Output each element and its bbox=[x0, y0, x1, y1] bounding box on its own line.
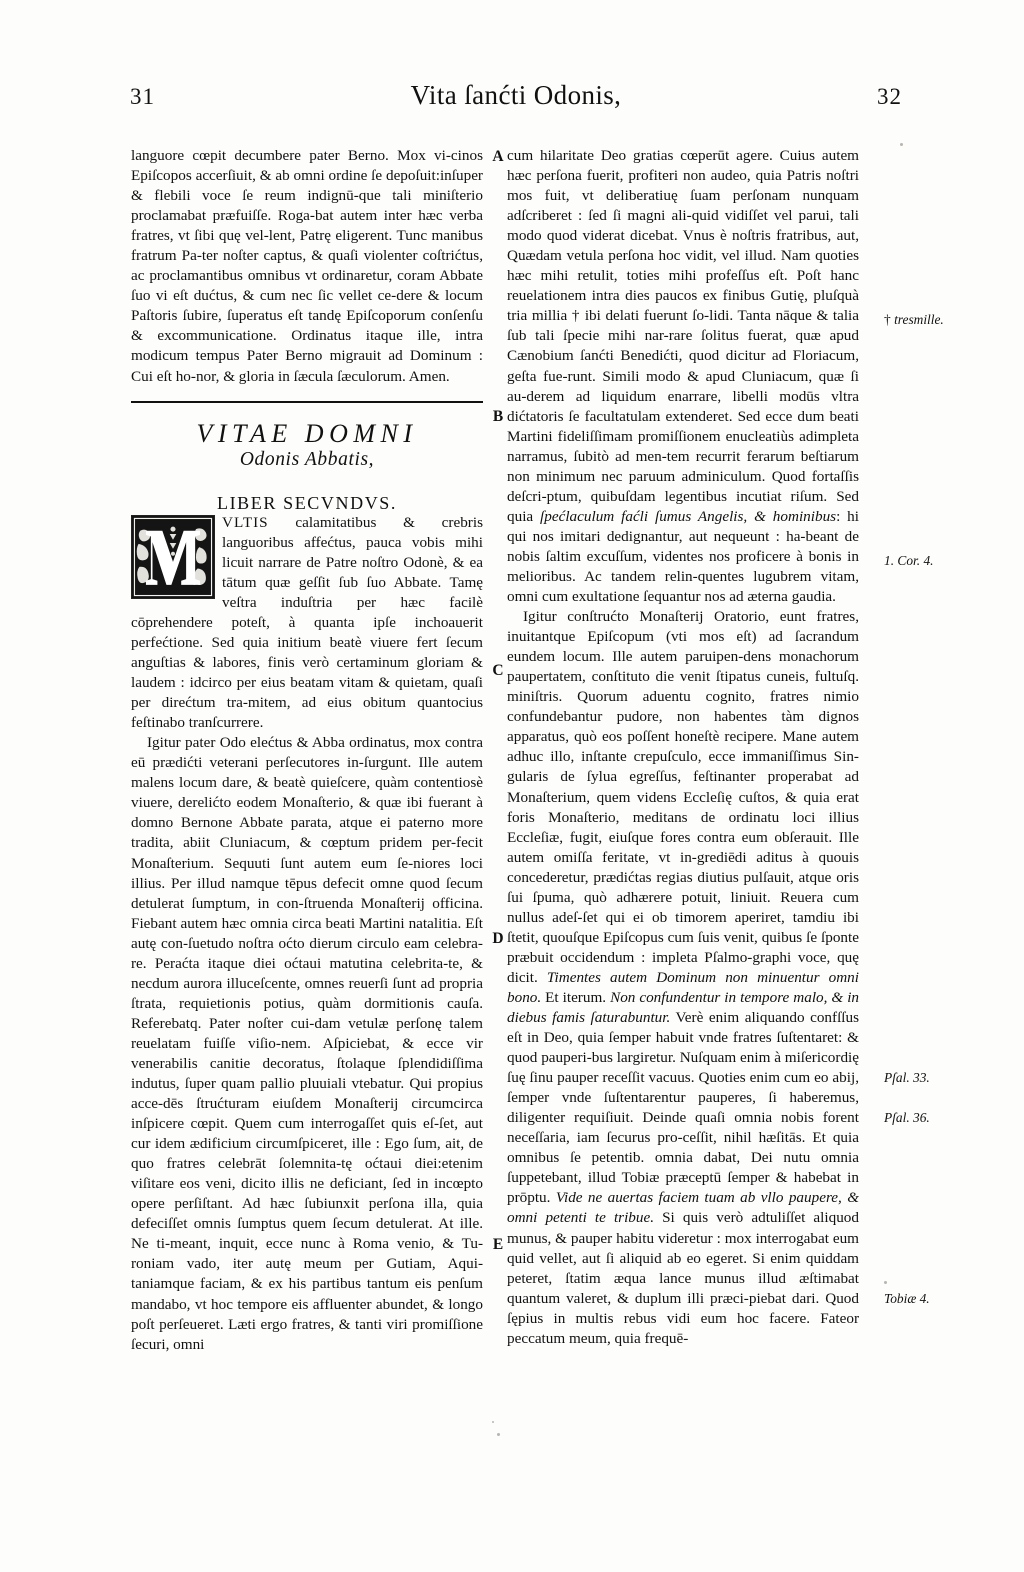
paragraph-text-cont: qui nos imitari dedignantur, aut nequeunt : ha-beant de nobis ſaltim excuſſum, videntes nos proficere à bonis in melioribus. Ac tandem relin-quentes lugubrem vitam, omni cum exultatione ſequantur nos ad æterna gaudia. bbox=[507, 527, 859, 606]
margin-note-psal-33: Pſal. 33. bbox=[884, 1070, 930, 1085]
quote-tail: Verè bbox=[675, 1009, 704, 1027]
book-heading: LIBER SECVNDVS. bbox=[216, 492, 397, 513]
scripture-cue: Vide bbox=[555, 1189, 583, 1207]
scan-speck bbox=[900, 143, 903, 146]
running-head bbox=[130, 80, 902, 122]
scan-speck bbox=[492, 1421, 494, 1423]
gutter-mark-a: A bbox=[492, 148, 504, 165]
dagger-icon: † bbox=[884, 312, 891, 327]
right-text-column bbox=[507, 146, 859, 1349]
scripture-quote: ne auertas faciem tuam ab vllo paupere, & omni petenti te tribue. bbox=[507, 1189, 860, 1227]
quote-connector: Et iterum. bbox=[545, 988, 607, 1006]
opening-smallcaps: VLTIS bbox=[222, 513, 269, 531]
work-title: VITAE DOMNI bbox=[196, 418, 418, 448]
margin-note-cor: 1. Cor. 4. bbox=[884, 553, 934, 568]
opening-paragraph bbox=[131, 513, 483, 734]
gutter-mark-c: C bbox=[492, 662, 504, 679]
work-subtitle: Odonis Abbatis, bbox=[239, 448, 375, 470]
scan-speck bbox=[497, 1433, 500, 1436]
paragraph-text-cont: enim aliquando confſſus eſt in Deo, quia ſemper habuit vnde fratres ſuſtentaret: & quod pauperi-bus largiretur. Nuſquam enim à miſericordię ſuę ſinu pauper receſſit vacuus. Quoties enim cum eo abij, ſemper vnde ſuſtentarentur pauperes, ſi haberemus, diligenter requiſiuit. Deinde quaſi omnia nobis forent neceſſaria, iam ſecurus pro-ceſſit, nihil hæſitās. Et quia omnibus ſe petentib. omnia dabat, Dei nutu omnia ſuppetebant, illud Tobiæ præceptū ſemper & habebat in prōptu. bbox=[507, 1009, 860, 1207]
gutter-mark-b: B bbox=[492, 408, 504, 425]
margin-note-tresmille bbox=[884, 312, 1016, 328]
scripture-quote: Timentes autem Dominum non minuentur omni bono. bbox=[507, 968, 859, 1006]
gutter-mark-e: E bbox=[492, 1236, 504, 1253]
scripture-quote: Non confundentur in tempore malo, & in diebus famis ſaturabuntur. bbox=[507, 988, 860, 1027]
paragraph-text: cum hilaritate Deo gratias cœperūt agere. Cuius autem hæc perſona fuerit, profiteri non audeo, quia Patris noſtri mos fuit, vt deliberatiuę ſuam perſonam nunquam adſcriberet : ſed ſi magni ali-quid vidiſſet vel parui, tali modo quod viderat dicebat. Vnus è noſtris fratribus, aut, Quædam vetula perſona hoc vidit, vel illud. Nam quoties hæc mihi retulit, toties mihi profeſſus eſt. Poſt hanc reuelationem intra dies paucos ex finibus Gutię, pluſquà tria millia † ibi delati fuerunt ſo-lidi. Tanta nāque & talia ſub tali ſpecie mihi nar-rare ſolitus fuerat, quæ apud Cænobium ſanćti Benedićti, quod dicitur ad Floriacum, geſta fue-runt. Simili modo & apud Cluniacum, quæ ſi au-derem ad liquidum enarrare, libelli modūs vltra dićtatoris ſe facultatulam extenderet. Sed ecce dum beati Martini fideliſſimam promiſſionem enucleatiùs adimpleta narramus, ſubitò ad men-tem recurrit ferarum beſtiarum non minimum nec paruum adminiculum. Quod fortaſſis deſcri-ptum, quibuſdam legentibus incutiat riſum. Sed quia bbox=[507, 147, 859, 525]
page-title: Vita ſanćti Odonis, bbox=[410, 80, 622, 110]
folio-number-right: 32 bbox=[877, 84, 902, 109]
left-text-column bbox=[131, 146, 483, 1355]
paragraph bbox=[507, 146, 859, 607]
section-divider-rule bbox=[131, 401, 483, 403]
paragraph: languore cœpit decumbere pater Berno. Mox vi-cinos Epiſcopos accerſiuit, & ab omni ordine ſe depoſuit:inſuper & flebili voce ſe reum indignū-que tali miniſterio proclamabat præfuiſſe. Roga-bat autem inter hæc verba fratres, vt ſibi quę vel-lent, Patrę eligerent. Tunc manibus fratrum Pa-ter noſter captus, & quaſi violenter coſtrićtus, ac proclamantibus omnibus vt ordinaretur, coram Abbate ſuo vi eſt dućtus, & cum nec ſic vellet ce-dere & locum Paſtoris ſubire, ſuperatus eſt tandę Epiſcoporum conſenſu & excommunicatione. Ordinatus itaque ille, intra modicum tempus Pater Berno migrauit ad Dominum : Cui eſt ho-nor, & gloria in ſæcula ſæculorum. Amen. bbox=[131, 147, 483, 385]
margin-note-psal-36: Pſal. 36. bbox=[884, 1110, 930, 1125]
paragraph: Igitur pater Odo elećtus & Abba ordinatus, mox contra eū prædićti veterani perſecutores in-ſurgunt. Ille autem malens locum dare, & beatè quieſcere, quàm contentiosè viuere, derelićto eodem Monaſterio, & quæ ibi fuerant à domno Bernone Abbate parata, atque ei paterno more tradita, abiit Cluniacum, & cœptum pridem per-fecit Monaſterium. Sequuti ſunt autem eum ſe-niores loci illius. Per illud namque tēpus defecit omne quod ſecum detulerat ſumptum, in con-ſtruenda Monaſterij officina. Fiebant autem hæc omnia circa beati Martini natalitia. Eſt autę con-ſuetudo noſtra oćto dierum circulo eam celebra-re. Peraćta itaque diei oćtaui matutina celebrita-te, & necdum aurora illuceſcente, omnes reuerſi ſunt ad propria ſtrata, requietionis potius, quàm dormitionis cauſa. Referebatq. Pater noſter cui-dam vetulæ perſonę talem reuelatam fuiſſe viſio-nem. Aſpiciebat, & ecce vir venerabilis canitie decoratus, ſtolaque ſplendidiſſima indutus, ſuper quam pallio pluuiali vtebatur. Qui propius acce-dēs ſtrućturam eiuſdem Monaſterij circumcirca inſpicere cœpit. Quem cum interrogaſſet quis eſ-ſet, aut cur idem ædificium circumſpiceret, ille : Ego ſum, ait, de quo fratres celebrāt ſolemnita-tę oćtaui diei:etenim viſitare eos veni, dicito illis ne deficiant, ſed in incœpto opere perſiſtant. Ad hæc ſubiunxit perſona illa, quia defeciſſet omnis ſumptus quem ſecum detulerat. At ille. Ne ti-meant, inquit, ecce nunc à Roma venio, & Tu-roniam vado, iter autę meum per Gutiam, Aqui-taniamque faciam, & ex his partibus tantum eis penſum mandabo, vt hoc tempore eis affluenter abundet, & longo poſt perſeueret. Læti ergo fratres, & tanti viri promiſſione ſecuri, omni bbox=[131, 734, 483, 1353]
opening-body-text: calamitatibus & crebris languoribus affećtus, pauca vobis mihi licuit narrare de Patre noſtro Odonè, & ea tātum quæ geſſit ſub ſuo Abbate. Tamę veſtra induſtria per hæc facilè cōprehendere poteſt, à quanta ipſe inchoauerit perfećtione. Sed quia initium beatè viuere fert ſecum anguſtias & labores, finis verò certaminum gloriam & laudem : idcirco per eius beatam vitam & quietam, quaſi per direćtum tra-mitem, ad eius obitum quantocius feſtinabo tranſcurrere. bbox=[131, 513, 483, 732]
paragraph-text-cont2: Si quis verò adtuliſſet aliquod munus, & pauper habitu videretur : mox interrogabat eum quid vellet, aut ſi aliquid ab eo egeret. Si enim quiddam peteret, ſtatim æqua lance munus illud æſtimabat quantum valeret, & duplum illi præci-piebat dari. Quod ſępius in multis rebus vidi eum hoc facere. Fateor peccatum meum, quia frequē- bbox=[507, 1209, 859, 1347]
decorated-initial-m bbox=[131, 515, 215, 599]
paragraph bbox=[507, 607, 859, 1349]
folio-number-left: 31 bbox=[130, 84, 155, 109]
paragraph-text: Igitur conſtrućto Monaſterij Oratorio, eunt fratres, inuitantque Epiſcopum (vti mos eſt) ad ſacrandum eundem locum. Ille autem paruipen-dens monachorum paupertatem, conſtituto die venit ſtipatus cuneis, fultuſq. miniſtris. Quorum aduentu cognito, fratres nimio confundebantur pudore, non habentes tàm dignos apparatus, quò eos poſſent honeſtè recipere. Mane autem adhuc illo, inſtante crepuſculo, ecce immaniſſimus Sin-gularis de ſylua egreſſus, feſtinanter properabat ad Monaſterium, quem videns Eccleſię cuſtos, & quia erat foris Monaſterio, meditans de ordinatu loci illius Eccleſiæ, fugit, eiuſque fores contra eum obſerauit. Ille autem omiſſa feritate, vt in-grediēdi aditus à quouis concederetur, prædićtas regias diutius pulſauit, atque oris ſui ſpuma, quò adhærere potuit, liniuit. Reuera cum nullus adeſ-ſet qui ei ob timorem aperiret, tamdiu ibi ſtetit, quouſque Epiſcopus cum ſuis venit, quibus ſe ſponte præbuit occidendum : impleta Pſalmo-graphi voce, quę dicit. bbox=[507, 608, 859, 986]
margin-note-text: tresmille. bbox=[894, 312, 944, 327]
margin-note-tobiae: Tobiæ 4. bbox=[884, 1291, 930, 1306]
gutter-mark-d: D bbox=[492, 930, 504, 947]
quote-tail: : hi bbox=[836, 507, 859, 525]
scripture-quote: ſpećlaculum faćli ſumus Angelis, & hominibus bbox=[540, 507, 837, 525]
scan-speck bbox=[884, 1281, 887, 1284]
